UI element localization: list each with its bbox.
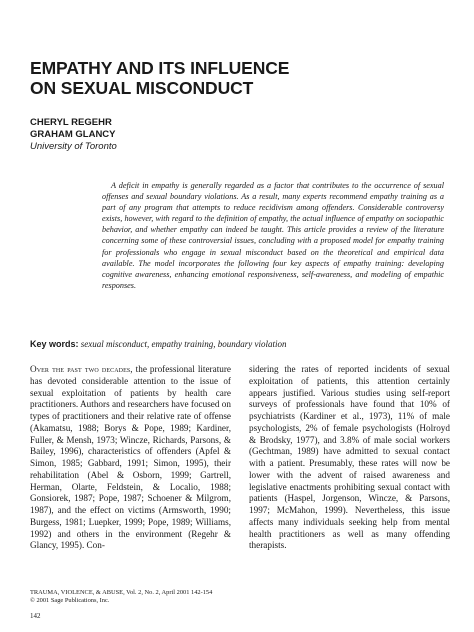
keywords-text: sexual misconduct, empathy training, boundary violation <box>80 339 287 349</box>
body-text-left: the professional literature has devoted considerable attention to the issue of sexual exploitation of patients by health care practitioners. Authors and researchers have focused on types of practitioners and their relative rate of offense (Akamatsu, 1988; Borys & Pope, 1989; Kardiner, Fuller, & Mensh, 1973; Wincze, Richards, Parsons, & Bailey, 1996), characteristics of offenders (Apfel & Simon, 1985; Gabbard, 1991; Simon, 1995), their rehabilitation (Abel & Osborn, 1999; Gartrell, Herman, Olarte, Feldstein, & Localio, 1988; Gonsiorek, 1987; Pope, 1987; Schoener & Milgrom, 1987), and the effect on victims (Armsworth, 1990; Burgess, 1981; Luepker, 1999; Pope, 1989; Williams, 1992) and others in the environment (Regehr & Glancy, 1995). Con- <box>30 364 231 551</box>
title-line-1: EMPATHY AND ITS INFLUENCE <box>30 58 290 78</box>
copyright-notice: © 2001 Sage Publications, Inc. <box>30 597 110 604</box>
author-name: CHERYL REGEHR <box>30 117 112 128</box>
keywords <box>30 338 450 350</box>
body-column-left <box>30 364 231 552</box>
abstract: A deficit in empathy is generally regarded as a factor that contributes to the occurrence of sexual offenses and sexual boundary violations. As a result, many experts recommend empathy training as a part of any program that attempts to reduce recidivism among offenders. Considerable controversy exists, however, with regard to the definition of empathy, the actual influence of empathy on sociopathic behavior, and whether empathy can indeed be taught. This article provides a review of the literature concerning some of these controversial issues, concluding with a proposed model for empathy training for professionals who engage in sexual misconduct based on the theoretical and empirical data available. The model incorporates the following four key aspects of empathy training: developing cognitive awareness, enhancing emotional responsiveness, self-awareness, and modeling of empathic responses. <box>102 181 444 290</box>
journal-footer <box>30 589 212 605</box>
title-line-2: ON SEXUAL MISCONDUCT <box>30 78 254 98</box>
journal-citation: TRAUMA, VIOLENCE, & ABUSE, Vol. 2, No. 2, April 2001 142-154 <box>30 589 213 596</box>
author-name: GRAHAM GLANCY <box>30 129 116 140</box>
article-title <box>30 58 450 98</box>
keywords-label: Key words: <box>30 339 79 349</box>
page-number: 142 <box>30 612 41 620</box>
opening-lead-words: Over the past two decades, <box>30 364 133 374</box>
author-affiliation: University of Toronto <box>30 141 117 152</box>
author-list <box>30 117 116 141</box>
body-column-right: sidering the rates of reported incidents of sexual exploitation of patients, this attention certainly appears justified. Various studies using self-report surveys of professionals have found that 10% of psychiatrists (Kardiner et al., 1973), 11% of male psychologists, 2% of female psychologists (Holroyd & Brodsky, 1977), and 3.8% of male social workers (Gechtman, 1989) have admitted to sexual contact with a patient. Presumably, these rates will now be lower with the advent of raised awareness and legislative enactments prohibiting sexual contact with patients (Haspel, Jorgenson, Wincze, & Parsons, 1997; McMahon, 1999). Nevertheless, this issue affects many individuals seeking help from mental health practitioners as well as many offending therapists. <box>249 364 450 551</box>
